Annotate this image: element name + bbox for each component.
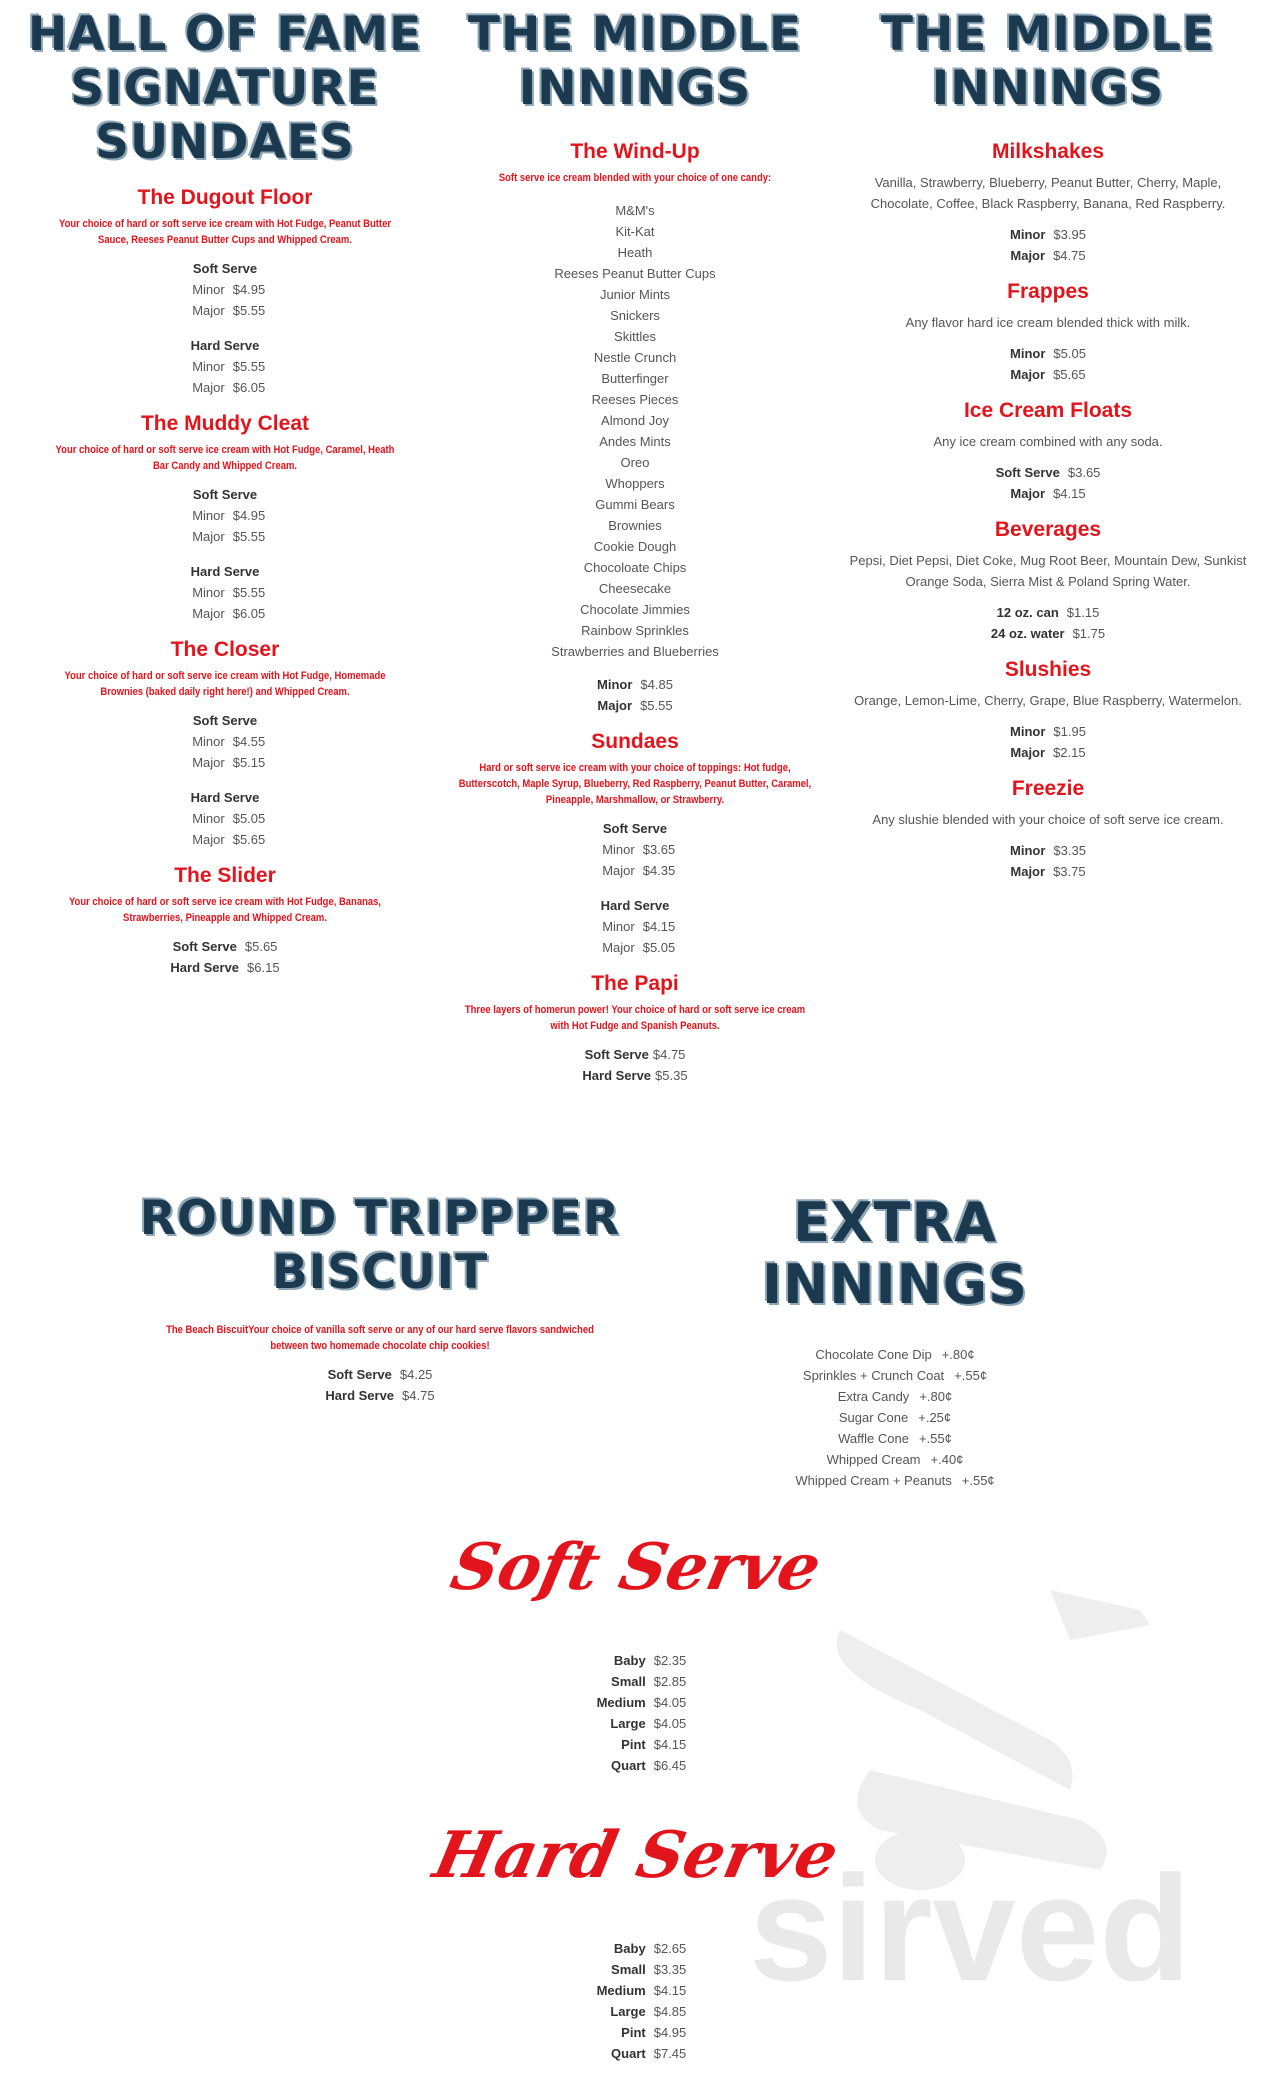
- candy-item: M&M's: [615, 203, 655, 219]
- size-price: $4.05: [653, 1695, 687, 1710]
- size-row: [0, 1713, 1272, 1734]
- extra-item: [700, 1386, 1090, 1407]
- extra-item: [700, 1407, 1090, 1428]
- extra-item-price: +.40¢: [930, 1452, 964, 1468]
- size-label: Large: [610, 1716, 646, 1731]
- extra-innings-section: [700, 1192, 1090, 1491]
- size-price: $4.15: [653, 1737, 687, 1752]
- size-row: [0, 2043, 1272, 2064]
- extra-item-price: +.55¢: [961, 1473, 995, 1489]
- extra-item-price: +.55¢: [954, 1368, 988, 1384]
- extra-item-price: +.80¢: [919, 1389, 953, 1405]
- size-label: Pint: [621, 2025, 646, 2040]
- watermark-text: sirved: [749, 1844, 1191, 2000]
- candy-item: Rainbow Sprinkles: [581, 623, 689, 639]
- size-label: Quart: [611, 1758, 646, 1773]
- size-label: Large: [610, 2004, 646, 2019]
- menu-item-freezie: Freezie Any slushie blended with your choice of soft serve ice cream. Minor $3.35 Major $3.75: [872, 777, 1224, 880]
- size-label: Medium: [596, 1695, 646, 1710]
- candy-item: Junior Mints: [599, 287, 671, 303]
- size-label: Quart: [611, 2046, 646, 2061]
- size-label: Baby: [613, 1941, 646, 1956]
- menu-item-ice-cream-floats: Ice Cream Floats Any ice cream combined with any soda. Soft Serve $3.65 Major $4.15: [933, 399, 1163, 502]
- candy-item: Butterfinger: [601, 371, 669, 387]
- candy-item: Brownies: [608, 518, 662, 534]
- candy-item: Gummi Bears: [595, 497, 675, 513]
- size-price: $6.45: [653, 1758, 687, 1773]
- menu-item-beverages: Beverages Pepsi, Diet Pepsi, Diet Coke, Mug Root Beer, Mountain Dew, Sunkist Orange Soda, Sierra Mist & Poland Spring Water. 12 oz. can $1.15 24 oz. water $1.75: [849, 518, 1247, 642]
- size-price: $4.95: [653, 2025, 687, 2040]
- middle-innings-section-2: [848, 8, 1248, 882]
- fork-spoon-icon: [720, 1570, 1220, 2000]
- soft-serve-title: Soft Serve: [444, 1530, 828, 1605]
- hard-serve-sizes: [0, 1938, 1272, 2064]
- extra-item-price: +.55¢: [918, 1431, 952, 1447]
- size-price: $2.35: [653, 1653, 687, 1668]
- candy-item: Chocolate Jimmies: [580, 602, 690, 618]
- menu-item-slider: The Slider Your choice of hard or soft serve ice cream with Hot Fudge, Bananas, Strawberries, Pineapple and Whipped Cream. Soft Serve $5.65 Hard Serve $6.15: [68, 864, 382, 976]
- size-price: $4.15: [653, 1983, 687, 1998]
- candy-item: Oreo: [620, 455, 650, 471]
- size-label: Pint: [621, 1737, 646, 1752]
- extra-item-name: Waffle Cone: [838, 1431, 909, 1447]
- candy-item: Cheesecake: [598, 581, 672, 597]
- size-price: $2.85: [653, 1674, 687, 1689]
- round-tripper-section: ROUND TRIPPPER BISCUIT The Beach BiscuitYour choice of vanilla soft serve or any of our hard serve flavors sandwiched between two homemade chocolate chip cookies! Soft Serve $4.25 Hard Serve $4.75: [130, 1192, 630, 1406]
- extra-item-price: +.80¢: [941, 1347, 975, 1363]
- extra-item: [700, 1365, 1090, 1386]
- extra-item: [700, 1428, 1090, 1449]
- extra-innings-title: EXTRA INNINGS: [762, 1191, 1028, 1317]
- size-price: $2.65: [653, 1941, 687, 1956]
- size-label: Baby: [613, 1653, 646, 1668]
- extra-item-name: Whipped Cream: [826, 1452, 921, 1468]
- extra-item-name: Whipped Cream + Peanuts: [795, 1473, 952, 1489]
- size-row: [0, 2022, 1272, 2043]
- size-row: [0, 1959, 1272, 1980]
- size-row: [0, 1938, 1272, 1959]
- sirved-watermark: [720, 1570, 1220, 2000]
- menu-item-papi: The Papi Three layers of homerun power! Your choice of hard or soft serve ice cream with Hot Fudge and Spanish Peanuts. Soft Serve $4.75 Hard Serve $5.35: [464, 972, 806, 1084]
- size-label: Medium: [596, 1983, 646, 1998]
- middle-innings-section-1: [430, 8, 840, 1086]
- size-price: $4.85: [653, 2004, 687, 2019]
- candy-item: Strawberries and Blueberries: [551, 644, 719, 660]
- extra-item-name: Sprinkles + Crunch Coat: [802, 1368, 945, 1384]
- candy-item: Reeses Pieces: [591, 392, 679, 408]
- size-row: [0, 1650, 1272, 1671]
- soft-serve-sizes: [0, 1650, 1272, 1776]
- menu-item-frappes: Frappes Any flavor hard ice cream blended thick with milk. Minor $5.05 Major $5.65: [905, 280, 1191, 383]
- extra-item: [700, 1470, 1090, 1491]
- menu-item-dugout-floor: The Dugout Floor Your choice of hard or soft serve ice cream with Hot Fudge, Peanut Butter Sauce, Reeses Peanut Butter Cups and Whipped Cream. Soft Serve Minor $4.95 Major $5.55 Hard Serve Minor $5.55 Major $6.05: [58, 186, 392, 396]
- size-label: Small: [611, 1962, 646, 1977]
- size-price: $7.45: [653, 2046, 687, 2061]
- candy-item: Nestle Crunch: [593, 350, 677, 366]
- size-row: [0, 1734, 1272, 1755]
- menu-item-slushies: Slushies Orange, Lemon-Lime, Cherry, Grape, Blue Raspberry, Watermelon. Minor $1.95 Major $2.15: [854, 658, 1242, 761]
- size-row: [0, 1692, 1272, 1713]
- menu-item-sundaes: Sundaes Hard or soft serve ice cream with your choice of toppings: Hot fudge, Butterscotch, Maple Syrup, Blueberry, Red Raspberry, Peanut Butter, Caramel, Pineapple, Marshmallow, or Strawberry. Soft Serve Minor $3.65 Major $4.35 Hard Serve Minor $4.15 Major $5.05: [458, 730, 812, 956]
- middle-innings-title-2: THE MIDDLE INNINGS: [880, 7, 1216, 117]
- menu-item-closer: The Closer Your choice of hard or soft serve ice cream with Hot Fudge, Homemade Brownies (baked daily right here!) and Whipped Cream. Soft Serve Minor $4.55 Major $5.15 Hard Serve Minor $5.05 Major $5.65: [64, 638, 386, 848]
- size-row: [0, 1755, 1272, 1776]
- size-label: Small: [611, 1674, 646, 1689]
- candy-item: Skittles: [614, 329, 656, 345]
- candy-item: Almond Joy: [601, 413, 669, 429]
- menu-item-wind-up: The Wind-Up Soft serve ice cream blended with your choice of one candy: M&M's Kit-Kat Heath Reeses Peanut Butter Cups Junior Mints Snickers Skittles Nestle Crunch Butterfinger Reeses Pieces Almond Joy Andes Mints Oreo Whoppers Gummi Bears Brownies Cookie Dough Chocoloate Chips Cheesecake Chocolate Jimmies Rainbow Sprinkles Strawberries and Blueberries Minor $4.85 Major $5.55: [430, 140, 840, 716]
- candy-item: Cookie Dough: [593, 539, 677, 555]
- candy-item: Kit-Kat: [615, 224, 655, 240]
- candy-item: Snickers: [610, 308, 660, 324]
- extra-item: [700, 1344, 1090, 1365]
- extra-item-name: Chocolate Cone Dip: [815, 1347, 932, 1363]
- menu-item-muddy-cleat: The Muddy Cleat Your choice of hard or soft serve ice cream with Hot Fudge, Caramel, Heath Bar Candy and Whipped Cream. Soft Serve Minor $4.95 Major $5.55 Hard Serve Minor $5.55 Major $6.05: [55, 412, 395, 622]
- size-price: $4.05: [653, 1716, 687, 1731]
- extra-item-name: Sugar Cone: [838, 1410, 909, 1426]
- hard-serve-title: Hard Serve: [427, 1818, 845, 1893]
- extra-item: [700, 1449, 1090, 1470]
- candy-item: Heath: [617, 245, 653, 261]
- size-row: [0, 1671, 1272, 1692]
- candy-item: Reeses Peanut Butter Cups: [554, 266, 716, 282]
- size-row: [0, 2001, 1272, 2022]
- candy-item: Whoppers: [605, 476, 665, 492]
- size-row: [0, 1980, 1272, 2001]
- extra-item-price: +.25¢: [918, 1410, 952, 1426]
- size-price: $3.35: [653, 1962, 687, 1977]
- menu-item-milkshakes: Milkshakes Vanilla, Strawberry, Blueberry, Peanut Butter, Cherry, Maple, Chocolate, Coffee, Black Raspberry, Banana, Red Raspberry. Minor $3.95 Major $4.75: [870, 140, 1226, 264]
- round-tripper-title: ROUND TRIPPPER BISCUIT: [139, 1191, 621, 1301]
- hall-of-fame-title: HALL OF FAME SIGNATURE SUNDAES: [27, 7, 423, 171]
- extra-item-name: Extra Candy: [837, 1389, 910, 1405]
- hall-of-fame-section: [20, 8, 430, 978]
- candy-item: Andes Mints: [599, 434, 671, 450]
- candy-item: Chocoloate Chips: [583, 560, 687, 576]
- middle-innings-title-1: THE MIDDLE INNINGS: [467, 7, 803, 117]
- candy-list: [430, 200, 840, 662]
- extras-list: [700, 1344, 1090, 1491]
